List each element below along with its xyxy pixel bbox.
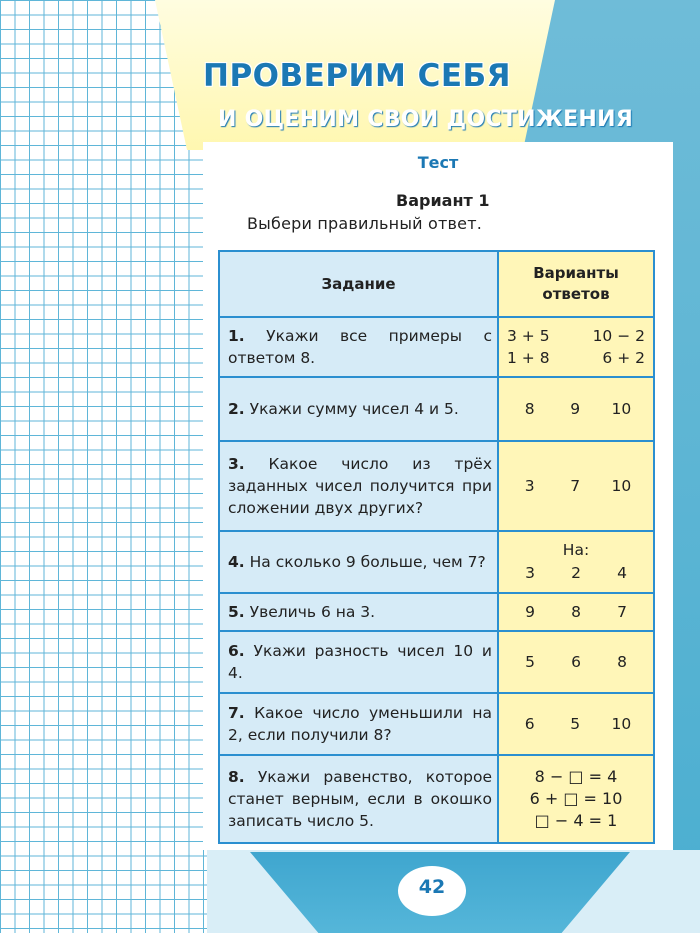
table-row bbox=[219, 631, 654, 693]
page-number: 42 bbox=[418, 876, 446, 898]
answer-option[interactable]: 10 bbox=[611, 477, 632, 495]
answer-option[interactable]: 9 bbox=[570, 400, 581, 418]
answer-option[interactable]: 10 bbox=[611, 400, 632, 418]
task-cell: 1. Укажи все примеры с ответом 8. bbox=[219, 317, 498, 377]
answer-option[interactable]: 3 bbox=[525, 564, 535, 582]
table-row bbox=[219, 377, 654, 441]
page-title: ПРОВЕРИМ СЕБЯ bbox=[203, 58, 512, 94]
answer-option[interactable]: 3 bbox=[524, 477, 535, 495]
task-cell: 8. Укажи равенство, которое станет верным, если в окошко записать число 5. bbox=[219, 755, 498, 843]
answer-option[interactable]: 7 bbox=[570, 477, 581, 495]
table-header-row bbox=[219, 251, 654, 317]
answer-option[interactable]: □ − 4 = 1 bbox=[534, 811, 618, 830]
answer-option[interactable]: 8 bbox=[617, 653, 627, 671]
answer-option[interactable]: 8 bbox=[524, 400, 535, 418]
grid-paper-panel bbox=[0, 0, 207, 933]
answer-cell bbox=[498, 693, 654, 755]
answer-option[interactable]: 10 bbox=[611, 715, 632, 733]
table-row bbox=[219, 531, 654, 593]
test-table bbox=[218, 250, 655, 844]
answer-option[interactable]: 10 − 2 bbox=[592, 327, 645, 345]
page-subtitle: И ОЦЕНИМ СВОИ ДОСТИЖЕНИЯ bbox=[218, 107, 634, 132]
task-cell: 4. На сколько 9 больше, чем 7? bbox=[219, 531, 498, 593]
answer-cell bbox=[498, 317, 654, 377]
task-cell: 5. Увеличь 6 на 3. bbox=[219, 593, 498, 631]
answer-prefix: На: bbox=[562, 541, 590, 559]
test-title: Тест bbox=[417, 153, 459, 172]
variant-label: Вариант 1 bbox=[396, 191, 490, 210]
answer-option[interactable]: 3 + 5 bbox=[507, 327, 550, 345]
task-cell: 3. Какое число из трёх заданных чисел получится при сложении двух других? bbox=[219, 441, 498, 531]
answer-option[interactable]: 6 + □ = 10 bbox=[529, 789, 623, 808]
answer-option[interactable]: 2 bbox=[571, 564, 581, 582]
answer-cell bbox=[498, 377, 654, 441]
answer-option[interactable]: 7 bbox=[617, 603, 627, 621]
answer-cell bbox=[498, 631, 654, 693]
table-row bbox=[219, 593, 654, 631]
table-row bbox=[219, 693, 654, 755]
task-cell: 6. Укажи разность чисел 10 и 4. bbox=[219, 631, 498, 693]
answer-option[interactable]: 9 bbox=[525, 603, 535, 621]
table-row bbox=[219, 317, 654, 377]
answer-option[interactable]: 6 bbox=[524, 715, 535, 733]
answer-option[interactable]: 4 bbox=[617, 564, 627, 582]
answer-option[interactable]: 8 − □ = 4 bbox=[534, 767, 618, 786]
answer-cell bbox=[498, 441, 654, 531]
task-cell: 7. Какое число уменьшили на 2, если получили 8? bbox=[219, 693, 498, 755]
answer-option[interactable]: 6 bbox=[571, 653, 581, 671]
instruction-text: Выбери правильный ответ. bbox=[247, 214, 483, 233]
answer-cell bbox=[498, 593, 654, 631]
header-task: Задание bbox=[219, 251, 498, 317]
answer-option[interactable]: 8 bbox=[571, 603, 581, 621]
answer-option[interactable]: 5 bbox=[570, 715, 581, 733]
table-row bbox=[219, 755, 654, 843]
task-cell: 2. Укажи сумму чисел 4 и 5. bbox=[219, 377, 498, 441]
answer-option[interactable]: 1 + 8 bbox=[507, 349, 550, 367]
answer-option[interactable]: 5 bbox=[525, 653, 535, 671]
answer-option[interactable]: 6 + 2 bbox=[602, 349, 645, 367]
header-answers: Варианты ответов bbox=[498, 251, 654, 317]
answer-cell bbox=[498, 531, 654, 593]
table-row bbox=[219, 441, 654, 531]
answer-cell bbox=[498, 755, 654, 843]
